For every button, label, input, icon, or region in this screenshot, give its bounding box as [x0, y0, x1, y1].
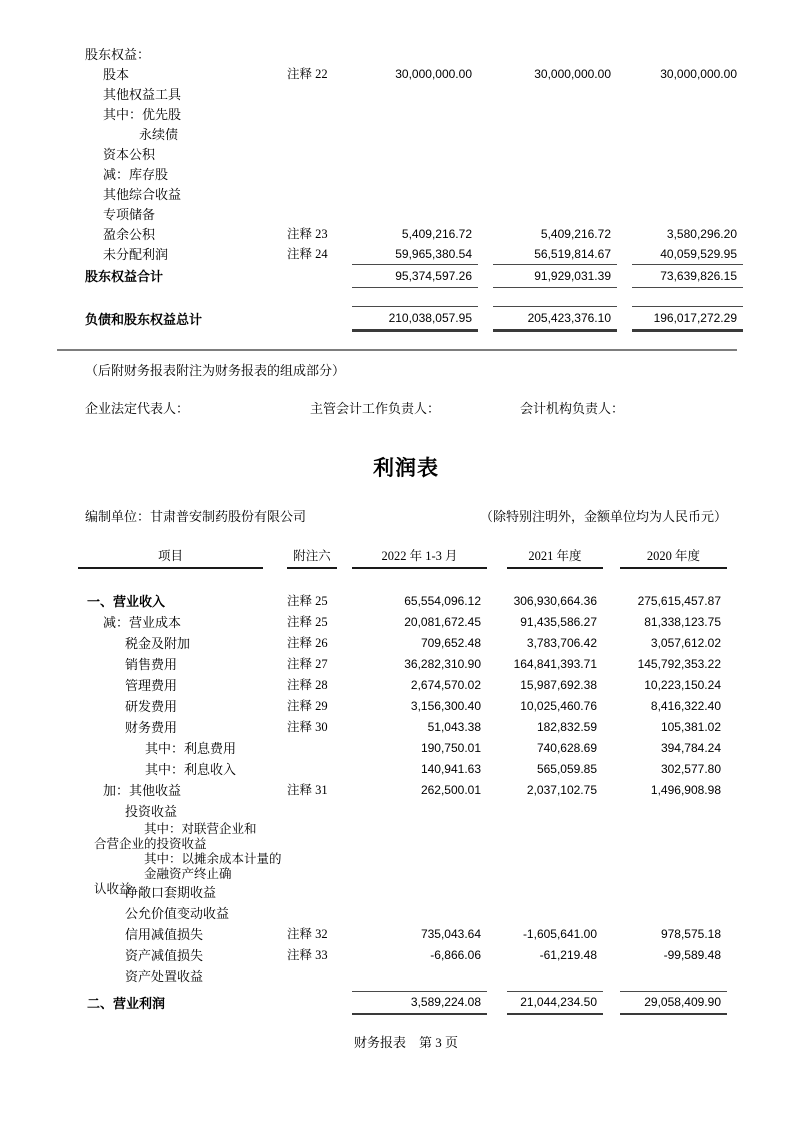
row-label: 销售费用: [125, 657, 178, 672]
table-row: [85, 991, 727, 1015]
value-col3: 105,381.02: [660, 720, 721, 734]
currency-note: （除特别注明外，金额单位均为人民币元）: [479, 509, 727, 524]
value-col3: 3,580,296.20: [666, 226, 737, 241]
value-col3: 10,223,150.24: [644, 678, 721, 692]
table-row: [85, 164, 743, 184]
value-col3: 81,338,123.75: [644, 615, 721, 629]
value-col1: 95,374,597.26: [352, 264, 478, 288]
value-col2: 91,435,586.27: [520, 615, 597, 629]
value-col3: 275,615,457.87: [637, 594, 721, 608]
value-col2: 56,519,814.67: [534, 246, 611, 261]
row-label-line: 合营企业的投资收益: [94, 837, 207, 851]
value-col2: -61,219.48: [539, 948, 597, 962]
value-col2: [507, 822, 603, 852]
value-col1: 140,941.63: [420, 762, 481, 776]
value-col1: [352, 104, 478, 124]
table-row: [85, 654, 727, 675]
income-statement-meta: [85, 506, 727, 525]
income-statement-table: [85, 591, 727, 1015]
row-note-ref: 注释 25: [287, 615, 328, 629]
row-label: 研发费用: [125, 699, 178, 714]
value-col3: [620, 801, 727, 822]
chief-accountant-label: 主管会计工作负责人：: [310, 401, 441, 416]
value-col2: [507, 882, 603, 903]
value-col3: 8,416,322.40: [650, 699, 721, 713]
table-row: [85, 945, 727, 966]
table-row: [85, 264, 743, 288]
value-col1: 735,043.64: [420, 927, 481, 941]
value-col3: 73,639,826.15: [632, 264, 743, 288]
row-label: 一、营业收入: [87, 594, 166, 609]
row-note-ref: 注释 28: [287, 678, 328, 692]
table-row: [85, 244, 743, 264]
row-label: 其中：优先股: [103, 106, 182, 122]
table-row: [85, 306, 743, 332]
value-col1: 36,282,310.90: [404, 657, 481, 671]
value-col3: 302,577.80: [660, 762, 721, 776]
value-col3: 1,496,908.98: [650, 783, 721, 797]
value-col2: 15,987,692.38: [520, 678, 597, 692]
row-note-ref: 注释 27: [287, 657, 328, 671]
value-col1: 59,965,380.54: [395, 246, 472, 261]
value-col1: [352, 882, 487, 903]
row-label: 股本: [103, 66, 130, 82]
value-col1: 65,554,096.12: [404, 594, 481, 608]
table-row: [85, 204, 743, 224]
row-label: 其中：利息费用: [145, 741, 237, 756]
row-note-ref: 注释 26: [287, 636, 328, 650]
row-label: 其中：利息收入: [145, 762, 237, 777]
table-row: [85, 966, 727, 987]
row-label: 永续债: [139, 126, 179, 142]
table-row: [85, 84, 743, 104]
value-col2: [493, 204, 617, 224]
table-row: [85, 64, 743, 84]
row-label: 股东权益合计: [85, 268, 164, 284]
row-label: 净敞口套期收益: [125, 885, 217, 900]
row-note-ref: 注释 23: [287, 226, 328, 241]
value-col1: [352, 801, 487, 822]
value-col1: 5,409,216.72: [401, 226, 472, 241]
value-col2: [493, 84, 617, 104]
value-col1: 2,674,570.02: [410, 678, 481, 692]
table-row: [85, 184, 743, 204]
page-footer: 财务报表 第 3 页: [353, 1035, 458, 1050]
value-col3: 196,017,272.29: [632, 306, 743, 332]
row-label: 其他权益工具: [103, 86, 182, 102]
value-col3: -99,589.48: [663, 948, 721, 962]
table-row: [85, 738, 727, 759]
row-label: 税金及附加: [125, 636, 191, 651]
value-col1: [352, 204, 478, 224]
table-row: [85, 903, 727, 924]
value-col1: [352, 184, 478, 204]
value-col2: 565,059.85: [536, 762, 597, 776]
value-col3: [620, 903, 727, 924]
value-col1: [352, 84, 478, 104]
value-col3: 3,057,612.02: [650, 636, 721, 650]
row-label: 资产减值损失: [125, 948, 204, 963]
value-col3: [632, 104, 743, 124]
value-col1: [352, 966, 487, 987]
row-note-ref: 注释 24: [287, 246, 328, 261]
section-divider: [57, 349, 737, 351]
table-row: [85, 780, 727, 801]
row-label-line: 其中：对联营企业和: [144, 822, 257, 836]
value-col2: 306,930,664.36: [513, 594, 597, 608]
legal-representative-label: 企业法定代表人：: [85, 401, 190, 416]
value-col3: 145,792,353.22: [637, 657, 721, 671]
row-label-line: 认收益: [94, 882, 132, 896]
value-col2: 3,783,706.42: [526, 636, 597, 650]
value-col2: [507, 903, 603, 924]
value-col3: [632, 124, 743, 144]
value-col2: 91,929,031.39: [493, 264, 617, 288]
row-label: 股东权益：: [85, 46, 151, 62]
value-col2: [493, 144, 617, 164]
column-header-2020: 2020 年度: [620, 546, 727, 569]
row-label: 盈余公积: [103, 226, 156, 242]
value-col2: 30,000,000.00: [534, 66, 611, 81]
accounting-dept-head-label: 会计机构负责人：: [520, 401, 625, 416]
value-col3: [632, 84, 743, 104]
row-note-ref: 注释 29: [287, 699, 328, 713]
column-header-note: 附注六: [287, 546, 337, 569]
table-row: [85, 224, 743, 244]
value-col1: 20,081,672.45: [404, 615, 481, 629]
table-row: [85, 591, 727, 612]
column-header-2021: 2021 年度: [507, 546, 603, 569]
value-col2: [493, 104, 617, 124]
row-note-ref: 注释 22: [287, 66, 328, 81]
row-label: 加：其他收益: [103, 783, 182, 798]
column-header-item: 项目: [78, 546, 263, 569]
value-col2: 10,025,460.76: [520, 699, 597, 713]
income-statement-title: 利润表: [373, 456, 439, 480]
value-col2: 21,044,234.50: [507, 991, 603, 1015]
table-row: [85, 924, 727, 945]
table-row: [85, 822, 727, 852]
row-label: 管理费用: [125, 678, 178, 693]
value-col3: [632, 164, 743, 184]
value-col1: 210,038,057.95: [352, 306, 478, 332]
value-col3: 40,059,529.95: [660, 246, 737, 261]
table-row: [85, 675, 727, 696]
value-col3: [620, 882, 727, 903]
row-label-line: 其中：以摊余成本计量的金融资产终止确: [144, 852, 282, 881]
value-col1: [352, 903, 487, 924]
value-col1: 190,750.01: [420, 741, 481, 755]
value-col3: 29,058,409.90: [620, 991, 727, 1015]
table-row: [85, 633, 727, 654]
value-col3: [632, 184, 743, 204]
value-col3: [632, 204, 743, 224]
row-label: 财务费用: [125, 720, 178, 735]
value-col1: 30,000,000.00: [395, 66, 472, 81]
value-col2: [507, 801, 603, 822]
value-col2: [507, 966, 603, 987]
value-col2: 5,409,216.72: [540, 226, 611, 241]
value-col2: [493, 184, 617, 204]
value-col1: [352, 124, 478, 144]
value-col1: -6,866.06: [430, 948, 481, 962]
row-label: 负债和股东权益总计: [85, 311, 203, 327]
prepared-by: 编制单位：甘肃普安制药股份有限公司: [85, 509, 307, 524]
value-col3: [632, 44, 743, 64]
value-col2: 2,037,102.75: [526, 783, 597, 797]
table-row: [85, 759, 727, 780]
row-note-ref: 注释 33: [287, 948, 328, 962]
value-col3: 394,784.24: [660, 741, 721, 755]
value-col1: 3,589,224.08: [352, 991, 487, 1015]
value-col3: 30,000,000.00: [660, 66, 737, 81]
table-row: [85, 612, 727, 633]
value-col2: -1,605,641.00: [522, 927, 597, 941]
row-label: 信用减值损失: [125, 927, 204, 942]
row-label: 其他综合收益: [103, 186, 182, 202]
value-col1: 3,156,300.40: [410, 699, 481, 713]
value-col2: [493, 164, 617, 184]
income-statement-header: [85, 540, 727, 569]
value-col1: [352, 822, 487, 852]
column-header-2022: 2022 年 1-3 月: [352, 546, 487, 569]
row-label: 资产处置收益: [125, 969, 204, 984]
value-col3: [632, 144, 743, 164]
row-label: 公允价值变动收益: [125, 906, 230, 921]
value-col1: 51,043.38: [427, 720, 481, 734]
row-label: 减：库存股: [103, 166, 169, 182]
table-row: [85, 104, 743, 124]
value-col1: [352, 164, 478, 184]
row-label: 二、营业利润: [87, 995, 166, 1011]
row-label: 未分配利润: [103, 246, 169, 262]
balance-sheet-equity-table: [85, 44, 743, 332]
value-col2: [493, 124, 617, 144]
statement-footnote: （后附财务报表附注为财务报表的组成部分）: [85, 363, 346, 378]
value-col3: 978,575.18: [660, 927, 721, 941]
table-row: [85, 124, 743, 144]
row-label: 资本公积: [103, 146, 156, 162]
value-col2: 205,423,376.10: [493, 306, 617, 332]
row-label: [85, 822, 287, 852]
table-row: [85, 882, 727, 903]
value-col1: 709,652.48: [420, 636, 481, 650]
row-label: 减：营业成本: [103, 615, 182, 630]
row-note-ref: 注释 30: [287, 720, 328, 734]
row-note-ref: 注释 32: [287, 927, 328, 941]
row-note-ref: 注释 31: [287, 783, 328, 797]
value-col1: [352, 44, 478, 64]
value-col2: 182,832.59: [536, 720, 597, 734]
row-label: 专项储备: [103, 206, 156, 222]
value-col2: 740,628.69: [536, 741, 597, 755]
value-col3: [620, 822, 727, 852]
value-col1: [352, 144, 478, 164]
value-col2: [493, 44, 617, 64]
table-row: [85, 44, 743, 64]
row-note-ref: 注释 25: [287, 594, 328, 608]
value-col1: 262,500.01: [420, 783, 481, 797]
table-row: [85, 144, 743, 164]
row-label: 投资收益: [125, 804, 178, 819]
value-col2: 164,841,393.71: [513, 657, 597, 671]
value-col3: [620, 966, 727, 987]
table-row: [85, 801, 727, 822]
table-row: [85, 696, 727, 717]
table-row: [85, 717, 727, 738]
